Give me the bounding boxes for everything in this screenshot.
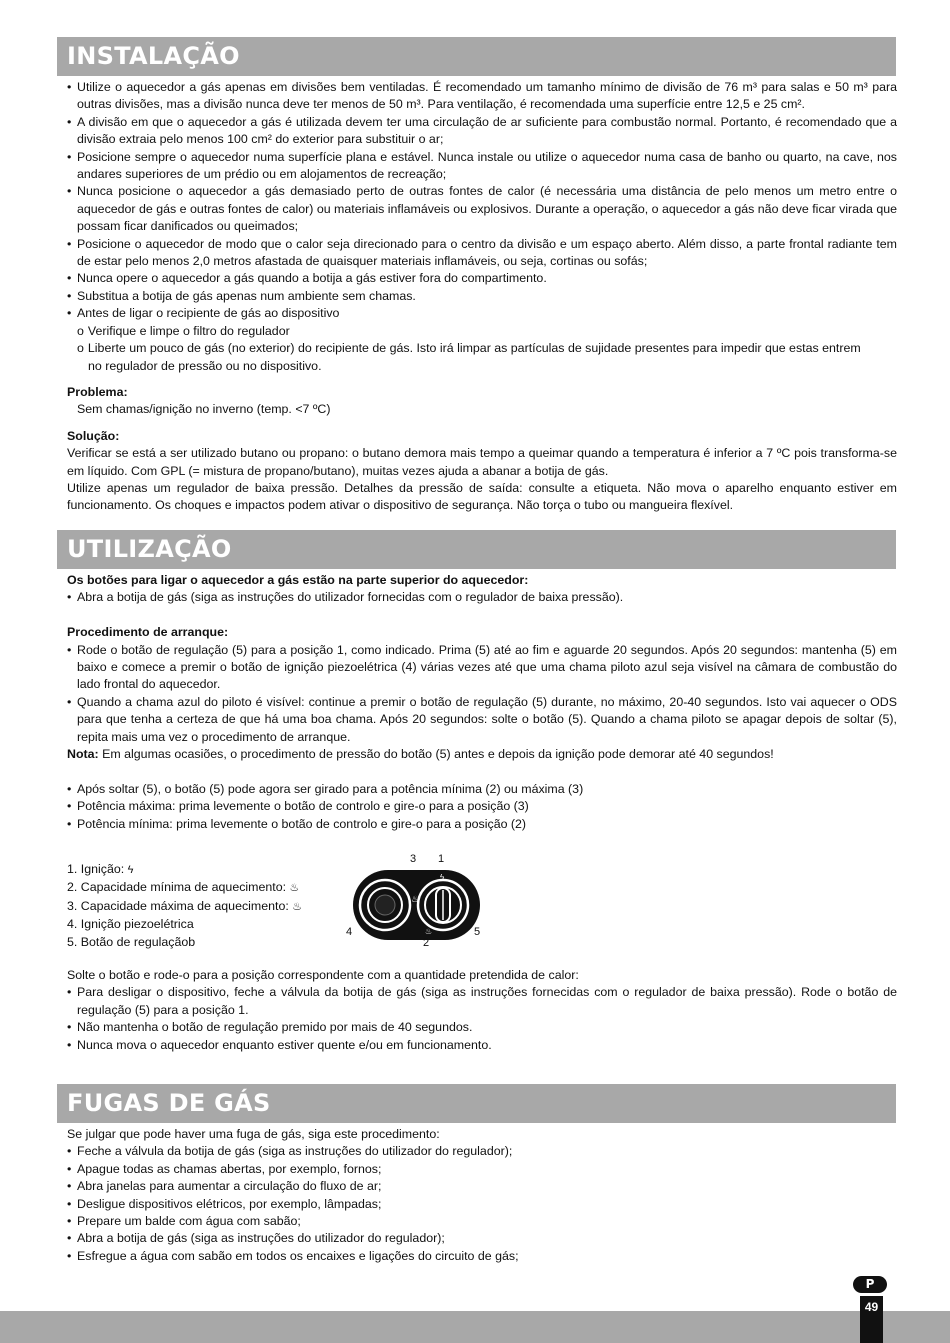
list-item: • Abra a botija de gás (siga as instruções do utilizador do regulador); — [67, 1230, 897, 1247]
small-flame-marker-icon: ♨ — [425, 927, 433, 936]
ignition-marker-icon: ϟ — [440, 873, 445, 882]
large-flame-icon: ♨ — [292, 900, 303, 913]
label-3: 3 — [410, 853, 417, 865]
flame-marker-icon: ♨ — [411, 894, 420, 904]
control-panel-diagram — [340, 846, 490, 946]
control-legend — [67, 861, 337, 951]
legend-item: 4. Ignição piezoelétrica — [67, 917, 194, 932]
legend-item: 2. Capacidade mínima de aquecimento: ♨ — [67, 880, 300, 895]
legend-item: 1. Ignição: ϟ — [67, 862, 134, 876]
small-flame-icon: ♨ — [289, 882, 300, 895]
solucao-paragraph: Utilize apenas um regulador de baixa pressão. Detalhes da pressão de saída: consulte a etiqueta. Não mova o aparelho enquanto estiver em funcionamento. Os choques e impactos podem ativar o dispositivo de segurança. Não torça o tubo ou mangueira flexível. — [67, 480, 897, 513]
label-5: 5 — [474, 926, 481, 938]
list-item: • Abra janelas para aumentar a circulação do fluxo de ar; — [67, 1178, 897, 1195]
utilizacao-after — [67, 967, 897, 1054]
list-item: • Prepare um balde com água com sabão; — [67, 1213, 897, 1230]
list-item: • Não mantenha o botão de regulação premido por mais de 40 segundos. — [67, 1019, 897, 1036]
list-item: • Antes de ligar o recipiente de gás ao dispositivo — [67, 305, 897, 322]
sub-list-item — [67, 323, 897, 340]
legend-item: 5. Botão de regulaçãob — [67, 934, 196, 949]
label-1: 1 — [438, 853, 445, 865]
after-text: Solte o botão e rode-o para a posição correspondente com a quantidade pretendida de calor: — [67, 968, 579, 982]
problema-text: Sem chamas/ignição no inverno (temp. <7 ºC) — [77, 402, 331, 417]
page-number: 49 — [864, 1300, 879, 1314]
list-item: • A divisão em que o aquecedor a gás é utilizada devem ter uma circulação de ar suficiente para combustão normal. Portanto, é recomendado que a divisão extraia pelo menos 100 cm² do exterior para substituir o ar; — [67, 114, 897, 149]
intro-heading: Os botões para ligar o aquecedor a gás estão na parte superior do aquecedor: — [67, 573, 529, 587]
list-item: • Nunca posicione o aquecedor a gás demasiado perto de outras fontes de calor (é necessária uma distância de pelo menos um metro entre o aquecedor de gás e outras fontes de calor) ou materiais inflamáveis ou explosivos. Durante a operação, o aquecedor a gás não deve ficar virada que possam ficar danificados ou queimados; — [67, 183, 897, 235]
list-item: • Nunca mova o aquecedor enquanto estiver quente e/ou em funcionamento. — [67, 1037, 897, 1054]
section-title-fugas: FUGAS DE GÁS — [57, 1084, 896, 1123]
list-item: • Apague todas as chamas abertas, por exemplo, fornos; — [67, 1161, 897, 1178]
list-item: • Nunca opere o aquecedor a gás quando a botija a gás estiver fora do compartimento. — [67, 270, 897, 287]
section-title-utilizacao: UTILIZAÇÃO — [57, 530, 896, 569]
language-badge: P — [853, 1276, 887, 1293]
legend-item: 3. Capacidade máxima de aquecimento: ♨ — [67, 898, 303, 913]
section-title-instalacao: INSTALAÇÃO — [57, 37, 896, 76]
nota-text: Em algumas ocasiões, o procedimento de pressão do botão (5) antes e depois da ignição pode demorar até 40 segundos! — [98, 747, 774, 762]
sub-item-text: Verifique e limpe o filtro do regulador — [87, 323, 290, 338]
list-item: • Substitua a botija de gás apenas num ambiente sem chamas. — [67, 288, 897, 305]
solucao-label: Solução: — [67, 428, 120, 443]
nota-label: Nota: — [67, 747, 99, 762]
sub-list-item-continued: no regulador de pressão ou no dispositivo. — [88, 358, 322, 373]
sub-item-text: Liberte um pouco de gás (no exterior) do recipiente de gás. Isto irá limpar as partículas de sujidade presentes para impedir que estas entrem — [87, 341, 861, 356]
list-item: • Desligue dispositivos elétricos, por exemplo, lâmpadas; — [67, 1196, 897, 1213]
label-2: 2 — [423, 937, 430, 946]
procedure-label: Procedimento de arranque: — [67, 625, 229, 640]
list-item: • Potência máxima: prima levemente o botão de controlo e gire-o para a posição (3) — [67, 798, 897, 815]
utilizacao-content — [67, 572, 897, 833]
solucao-paragraph: Verificar se está a ser utilizado butano ou propano: o butano demora mais tempo a queimar quando a temperatura é inferior a 7 ºC pois transforma-se em líquido. Com GPL (= mistura de propano/butano), muitas vezes ajuda a abanar a botija de gás. — [67, 446, 897, 478]
list-item: • Abra a botija de gás (siga as instruções do utilizador fornecidas com o regulador de baixa pressão). — [67, 589, 897, 606]
sub-marker: o — [77, 341, 84, 356]
label-4: 4 — [346, 926, 353, 938]
list-item: • Utilize o aquecedor a gás apenas em divisões bem ventiladas. É recomendado um tamanho mínimo de divisão de 76 m³ para salas e 50 m³ para outras divisões, mas a divisão nunca deve ter menos de 50 m³. Para ventilação, é recomendada uma superfície entre 12,5 e 25 cm². — [67, 79, 897, 114]
footer-bar — [0, 1311, 950, 1343]
sub-list-item — [67, 340, 897, 357]
fugas-content — [67, 1126, 897, 1265]
list-item: • Potência mínima: prima levemente o botão de controlo e gire-o para a posição (2) — [67, 816, 897, 833]
sub-marker: o — [77, 323, 84, 338]
list-item: • Feche a válvula da botija de gás (siga as instruções do utilizador do regulador); — [67, 1143, 897, 1160]
list-item: • Posicione o aquecedor de modo que o calor seja direcionado para o centro da divisão e um espaço aberto. Além disso, a parte frontal radiante tem de estar pelo menos 2,0 metros afastada de quaisquer materiais inflamáveis, ou seja, cortinas ou sofás; — [67, 236, 897, 271]
problema-label: Problema: — [67, 384, 128, 399]
nota — [67, 746, 897, 763]
list-item: • Posicione sempre o aquecedor numa superfície plana e estável. Nunca instale ou utilize o aquecedor numa casa de banho ou quarto, na cave, nos andares superiores de um prédio ou em alojamentos de recreação; — [67, 149, 897, 184]
list-item: • Após soltar (5), o botão (5) pode agora ser girado para a potência mínima (2) ou máxima (3) — [67, 781, 897, 798]
list-item: • Para desligar o dispositivo, feche a válvula da botija de gás (siga as instruções fornecidas com o regulador de baixa pressão). Rode o botão de regulação (5) para a posição 1. — [67, 984, 897, 1019]
list-item: • Rode o botão de regulação (5) para a posição 1, como indicado. Prima (5) até ao fim e aguarde 20 segundos. Após 20 segundos: mantenha (5) em baixo e comece a premir o botão de ignição piezoelétrica (4) várias vezes até que uma chama piloto azul seja visível na câmara de combustão do lado frontal do aquecedor. — [67, 642, 897, 694]
fugas-intro: Se julgar que pode haver uma fuga de gás, siga este procedimento: — [67, 1127, 440, 1141]
ignition-icon: ϟ — [127, 864, 134, 876]
list-item: • Esfregue a água com sabão em todos os encaixes e ligações do circuito de gás; — [67, 1248, 897, 1265]
instalacao-content — [67, 79, 897, 515]
list-item: • Quando a chama azul do piloto é visível: continue a premir o botão de regulação (5) durante, no máximo, 20-40 segundos. Isto vai aquecer o ODS para que tenha a certeza de que há uma boa chama. Após 20 segundos: solte o botão (5). Quando a chama piloto se apagar depois de soltar (5), repita mais uma vez o procedimento de arranque. — [67, 694, 897, 746]
